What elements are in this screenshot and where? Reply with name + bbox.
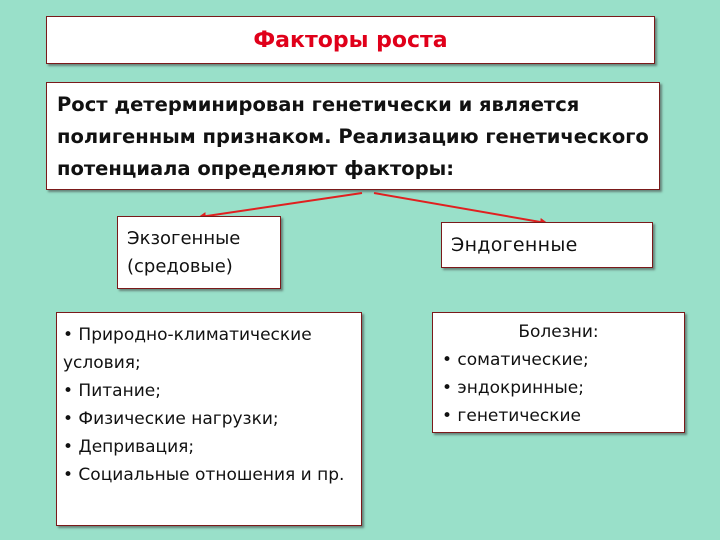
arrow-to-exogenous: [200, 193, 362, 217]
diagram-title: Факторы роста: [253, 27, 448, 53]
endogenous-factors-list: [432, 312, 685, 433]
exogenous-box: [117, 216, 281, 289]
endogenous-label: Эндогенные: [451, 234, 578, 256]
intro-text: Рост детерминирован генетически и является полигенным признаком. Реализацию генетического потенциала определяют факторы:: [57, 93, 649, 180]
list-item: • соматические;: [442, 350, 589, 370]
list-item: • Физические нагрузки;: [63, 409, 279, 429]
arrow-to-endogenous: [374, 193, 546, 223]
list-item: • Природно-климатические условия;: [63, 325, 312, 373]
list-item: • генетические: [442, 406, 581, 426]
list-item: • Питание;: [63, 381, 161, 401]
endogenous-box: [441, 222, 653, 268]
list-item: • эндокринные;: [442, 378, 584, 398]
diseases-heading: Болезни:: [518, 322, 599, 342]
list-item: • Социальные отношения и пр.: [63, 465, 345, 485]
exogenous-label-line1: Экзогенные: [127, 228, 241, 249]
list-item: • Депривация;: [63, 437, 195, 457]
exogenous-factors-list: [56, 312, 362, 526]
exogenous-label-line2: (средовые): [127, 256, 233, 277]
